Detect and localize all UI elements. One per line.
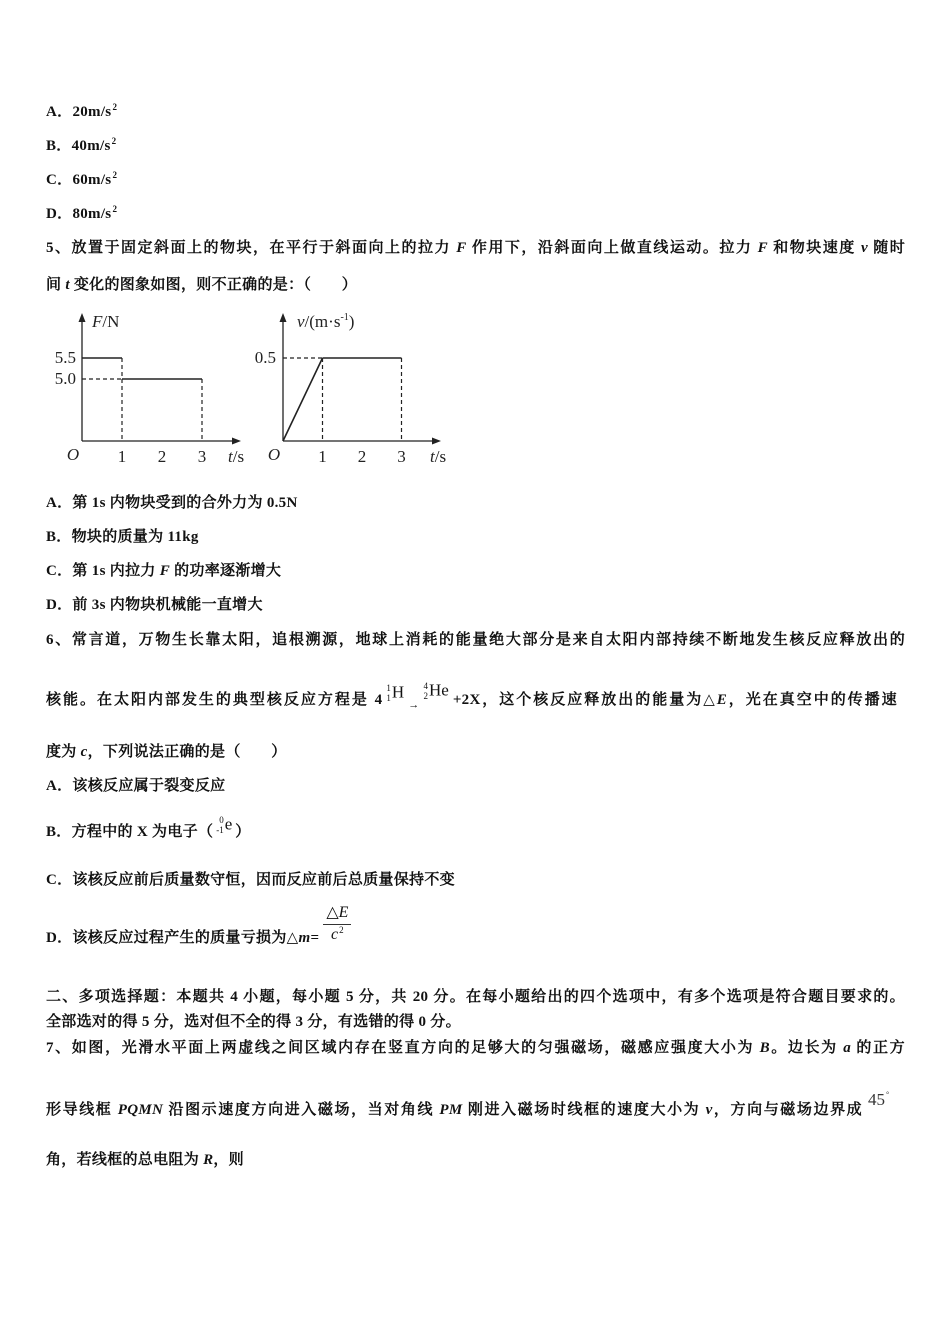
q7-stem-line-2 <box>46 1100 862 1120</box>
velocity-x-tick-label: 3 <box>397 447 406 466</box>
text-segment: 变化的图象如图，则不正确的是：（ ） <box>69 277 358 293</box>
text-segment: +2X，这个核反应释放出的能量为△ <box>452 692 717 708</box>
section-2-heading-line-1 <box>46 987 905 1007</box>
velocity-x-tick-label: 1 <box>318 447 327 466</box>
q7-stem-line-1 <box>46 1038 905 1058</box>
electron-nuclide <box>216 814 232 835</box>
q5-figure <box>46 305 446 475</box>
equals-sign: = <box>310 930 320 946</box>
velocity-y-axis-var: v <box>297 312 305 331</box>
force-x-axis-label <box>228 447 244 466</box>
text-segment: 作用下，沿斜面向上做直线运动。拉力 <box>466 240 758 256</box>
q6-option-a <box>46 776 225 796</box>
helium-nuclide <box>424 680 449 701</box>
velocity-x-axis-label <box>430 447 446 466</box>
option-text: A．第 1s 内物块受到的合外力为 0.5N <box>46 495 298 511</box>
q6-option-d <box>46 904 357 948</box>
option-exponent: 2 <box>111 136 117 146</box>
option-label: B． <box>46 138 72 154</box>
helium-charge-number: 2 <box>423 690 428 701</box>
variable-f: F <box>757 240 768 256</box>
option-exponent: 2 <box>112 170 118 180</box>
text-segment: 和物块速度 <box>767 240 861 256</box>
velocity-data-segment <box>283 358 323 441</box>
force-x-axis-var: t <box>228 447 233 466</box>
electron-symbol: e <box>224 814 233 834</box>
fraction-body <box>323 903 351 946</box>
section-2-heading-line-2 <box>46 1012 461 1032</box>
q5-option-b <box>46 527 199 547</box>
velocity-y-tick-label: 0.5 <box>254 348 276 367</box>
text-segment: 的功率逐渐增大 <box>170 563 282 579</box>
option-text: A．该核反应属于裂变反应 <box>46 778 226 794</box>
variable-v: v <box>860 240 868 256</box>
force-x-tick-label: 1 <box>117 447 127 466</box>
text-segment: 形导线框 <box>46 1102 118 1118</box>
variable-b: B <box>759 1040 770 1056</box>
text-segment: 5、放置于固定斜面上的物块，在平行于斜面向上的拉力 <box>46 240 457 256</box>
denominator-exponent: 2 <box>339 925 344 935</box>
q6-stem-line-1 <box>46 630 905 650</box>
fraction-denominator <box>328 925 347 946</box>
helium-symbol: He <box>429 680 449 700</box>
velocity-y-axis-close: ) <box>348 312 355 331</box>
q6-option-b <box>46 814 251 843</box>
text-segment: D．该核反应过程产生的质量亏损为△ <box>46 930 299 946</box>
option-label: A． <box>46 104 73 120</box>
force-origin-label: O <box>66 445 80 464</box>
option-value: 80m/s <box>72 206 112 222</box>
degree-symbol: ° <box>886 1090 890 1099</box>
text-segment: 。边长为 <box>769 1040 844 1056</box>
force-x-axis-unit: /s <box>232 447 245 466</box>
q4-option-a <box>46 102 117 123</box>
text-segment: 度为 <box>46 744 81 760</box>
angle-45-degrees <box>868 1090 889 1113</box>
text-segment: ，则 <box>213 1152 244 1168</box>
q4-option-d <box>46 204 117 225</box>
q4-option-b <box>46 136 116 157</box>
force-y-axis-arrow-icon <box>79 313 86 322</box>
text-segment: 间 <box>46 277 66 293</box>
variable-pqmn: PQMN <box>117 1102 164 1118</box>
velocity-x-axis-var: t <box>430 447 435 466</box>
q6-stem-line-3 <box>46 742 287 762</box>
helium-mass-charge <box>424 681 429 701</box>
force-y-tick-label: 5.5 <box>54 348 76 367</box>
q7-stem-line-3 <box>46 1150 244 1170</box>
hydrogen-charge-number: 1 <box>386 692 391 703</box>
force-x-tick-label: 2 <box>157 447 167 466</box>
option-text: B．物块的质量为 11kg <box>46 529 199 545</box>
option-label: C． <box>46 172 73 188</box>
option-value: 40m/s <box>71 138 111 154</box>
variable-v: v <box>705 1102 713 1118</box>
velocity-x-axis-unit: /s <box>434 447 446 466</box>
text-segment: C．第 1s 内拉力 <box>46 563 160 579</box>
angle-value: 45 <box>868 1090 885 1109</box>
text-segment: 沿图示速度方向进入磁场，当对角线 <box>163 1102 440 1118</box>
variable-f: F <box>456 240 467 256</box>
option-exponent: 2 <box>112 102 118 112</box>
velocity-y-axis-label <box>297 312 354 331</box>
velocity-y-axis-exp: -1 <box>340 312 349 323</box>
text-segment: ） <box>235 824 251 840</box>
reaction-arrow-icon: → <box>408 699 420 711</box>
fraction-numerator <box>323 903 351 923</box>
hydrogen-mass-charge <box>386 683 391 703</box>
force-y-tick-label: 5.0 <box>54 369 76 388</box>
q5-option-c <box>46 561 281 581</box>
q5-stem-line-1 <box>46 238 905 258</box>
mass-defect-fraction <box>319 904 357 948</box>
text-segment: 刚进入磁场时线框的速度大小为 <box>462 1102 706 1118</box>
variable-m: m <box>298 930 311 946</box>
q4-option-c <box>46 170 117 191</box>
force-y-axis-label <box>91 312 119 331</box>
q5-stem-line-2 <box>46 275 357 295</box>
hydrogen-mass-number: 1 <box>386 682 391 693</box>
option-label: D． <box>46 206 73 222</box>
variable-c: c <box>80 744 88 760</box>
velocity-y-axis-arrow-icon <box>280 313 287 322</box>
velocity-y-axis-unit: /(m·s <box>304 312 341 331</box>
helium-mass-number: 4 <box>423 680 428 691</box>
variable-t: t <box>65 277 70 293</box>
variable-f: F <box>159 563 171 579</box>
variable-e: E <box>338 904 349 921</box>
variable-a: a <box>843 1040 851 1056</box>
q6-option-c <box>46 870 455 890</box>
electron-charge-number: -1 <box>216 824 224 835</box>
velocity-x-axis-arrow-icon <box>432 438 441 445</box>
electron-mass-charge <box>216 815 224 835</box>
hydrogen-nuclide <box>386 682 404 703</box>
variable-c: c <box>331 926 339 943</box>
option-value: 60m/s <box>72 172 112 188</box>
text-segment: B．方程中的 X 为电子（ <box>46 824 214 840</box>
q6-stem-line-2 <box>46 680 897 711</box>
q5-option-d <box>46 595 263 615</box>
force-x-axis-arrow-icon <box>232 438 241 445</box>
text-segment: 6、常言道，万物生长靠太阳，追根溯源，地球上消耗的能量绝大部分是来自太阳内部持续不断地发生核反应释放出的 <box>46 632 905 648</box>
q5-option-a <box>46 493 298 513</box>
option-text: D．前 3s 内物块机械能一直增大 <box>46 597 263 613</box>
velocity-origin-label: O <box>267 445 281 464</box>
text-segment: 的正方 <box>851 1040 905 1056</box>
text-segment: ，光在真空中的传播速 <box>727 692 897 708</box>
variable-r: R <box>203 1152 214 1168</box>
option-value: 20m/s <box>72 104 112 120</box>
electron-mass-number: 0 <box>219 814 224 825</box>
force-x-tick-label: 3 <box>197 447 207 466</box>
text-segment: ，下列说法正确的是（ ） <box>87 744 287 760</box>
hydrogen-symbol: H <box>391 682 405 702</box>
force-y-axis-var: F <box>92 312 103 331</box>
force-y-axis-unit: /N <box>102 312 120 331</box>
text-segment: 全部选对的得 5 分，选对但不全的得 3 分，有选错的得 0 分。 <box>46 1014 461 1030</box>
delta-symbol: △ <box>326 904 339 921</box>
variable-pm: PM <box>439 1102 463 1118</box>
option-exponent: 2 <box>112 204 118 214</box>
text-segment: 二、多项选择题：本题共 4 小题，每小题 5 分，共 20 分。在每小题给出的四个选项中，有多个选项是符合题目要求的。 <box>46 989 905 1005</box>
variable-e: E <box>716 692 728 708</box>
text-segment: 核能。在太阳内部发生的典型核反应方程是 4 <box>46 692 383 708</box>
text-segment: ，方向与磁场边界成 <box>712 1102 862 1118</box>
option-text: C．该核反应前后质量数守恒，因而反应前后总质量保持不变 <box>46 872 455 888</box>
text-segment: 7、如图，光滑水平面上两虚线之间区域内存在竖直方向的足够大的匀强磁场，磁感应强度大小为 <box>46 1040 760 1056</box>
text-segment: 角，若线框的总电阻为 <box>46 1152 204 1168</box>
text-segment: 随时 <box>867 240 905 256</box>
velocity-x-tick-label: 2 <box>357 447 367 466</box>
